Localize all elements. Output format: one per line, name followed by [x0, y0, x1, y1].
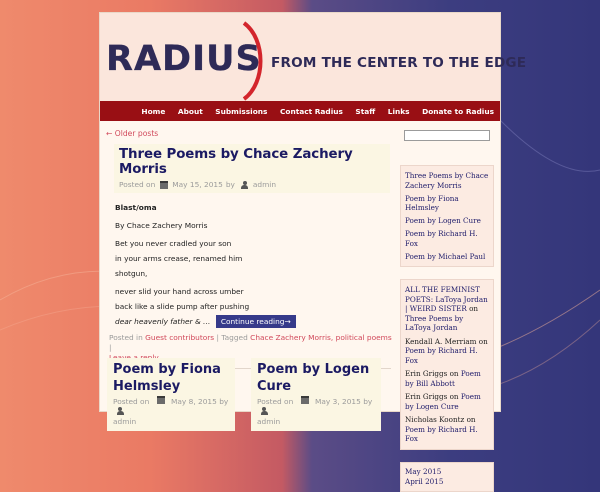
recent-comment — [405, 285, 489, 333]
posted-in-label: Posted in — [109, 333, 143, 342]
on-label: on — [469, 304, 479, 313]
posted-on-label: Posted on — [113, 397, 150, 406]
post-author[interactable]: admin — [113, 417, 137, 426]
poem-line: shotgun, — [115, 269, 148, 278]
tag-link[interactable]: political poems — [335, 333, 392, 342]
comment-post-link[interactable]: Three Poems by LaToya Jordan — [405, 313, 464, 332]
post-title[interactable]: Three Poems by Chace Zachery Morris — [119, 147, 353, 177]
logo-arc — [240, 21, 270, 101]
site-tagline: FROM THE CENTER TO THE EDGE — [271, 55, 527, 71]
post-meta — [119, 180, 385, 189]
post-footer: Posted in Guest contributors | Tagged Chace Zachery Morris, political poems | — [109, 333, 392, 363]
post-author[interactable]: admin — [252, 180, 277, 189]
nav-contact[interactable]: Contact Radius — [279, 106, 343, 116]
category-link[interactable]: Guest contributors — [145, 333, 215, 342]
post-card-header — [251, 358, 381, 431]
recent-comment — [405, 415, 489, 444]
main-nav — [100, 101, 500, 121]
calendar-icon — [301, 396, 309, 404]
recent-post-link[interactable]: Poem by Fiona Helmsley — [405, 193, 459, 212]
post-body — [115, 203, 392, 328]
user-icon — [260, 407, 268, 415]
post-header — [114, 144, 390, 193]
post-date[interactable]: May 8, 2015 — [170, 397, 217, 406]
archives-widget — [400, 462, 494, 492]
recent-post-link[interactable]: Poem by Logen Cure — [405, 216, 481, 225]
page-container — [99, 12, 527, 486]
post-card-meta — [257, 396, 375, 427]
nav-about[interactable]: About — [177, 106, 203, 116]
by-label: by — [225, 180, 235, 189]
comment-post-link[interactable]: Poem by Richard H. Fox — [405, 424, 478, 443]
user-icon — [241, 181, 249, 189]
comment-author: Erin Griggs — [405, 392, 448, 401]
tag-link[interactable]: Chace Zachery Morris, — [250, 333, 334, 342]
archive-link[interactable]: April 2015 — [405, 476, 444, 486]
calendar-icon — [157, 396, 165, 404]
recent-comment — [405, 337, 489, 366]
recent-posts-widget — [400, 165, 494, 267]
calendar-icon — [160, 181, 168, 189]
nav-staff[interactable]: Staff — [355, 106, 376, 116]
user-icon — [116, 407, 124, 415]
main-content — [106, 127, 392, 369]
comment-post-link[interactable]: Poem by Richard H. Fox — [405, 346, 478, 365]
poem-line: back like a slide pump after pushing — [115, 302, 250, 311]
nav-home[interactable]: Home — [141, 106, 166, 116]
post-date[interactable]: May 3, 2015 — [314, 397, 361, 406]
nav-donate[interactable]: Donate to Radius — [422, 106, 494, 116]
post-date[interactable]: May 15, 2015 — [172, 180, 223, 189]
comment-post-link[interactable]: Poem by Bill Abbott — [405, 369, 481, 388]
recent-post-link[interactable]: Three Poems by Chace Zachery Morris — [405, 171, 489, 190]
older-posts-link[interactable]: ← Older posts — [106, 129, 159, 138]
post-card — [107, 358, 235, 431]
post-card-title[interactable]: Poem by Logen Cure — [257, 362, 370, 394]
by-label: by — [363, 397, 373, 406]
on-label: on — [449, 392, 459, 401]
recent-comment — [405, 392, 489, 411]
comment-author-link[interactable]: ALL THE FEMINIST POETS: LaToya Jordan | WEIRD SISTER — [405, 285, 488, 313]
poem-title: Blast/oma — [115, 203, 157, 212]
continue-reading-button[interactable]: Continue reading→ — [216, 315, 296, 328]
post-card-title[interactable]: Poem by Fiona Helmsley — [113, 362, 221, 394]
nav-submissions[interactable]: Submissions — [215, 106, 268, 116]
comment-author: Nicholas Koontz — [405, 415, 465, 424]
archive-link[interactable]: May 2015 — [405, 466, 442, 476]
post-card — [251, 358, 381, 431]
poem-line: never slid your hand across umber — [115, 287, 244, 296]
site-header — [100, 13, 527, 101]
post-grid — [107, 358, 392, 431]
on-label: on — [466, 415, 476, 424]
recent-comments-widget — [400, 279, 494, 450]
comment-author: Erin Griggs — [405, 369, 448, 378]
posted-on-label: Posted on — [257, 397, 294, 406]
post-author[interactable]: admin — [257, 417, 281, 426]
poem-line: Bet you never cradled your son — [115, 239, 232, 248]
on-label: on — [449, 369, 459, 378]
comment-author: Kendall A. Merriam — [405, 336, 477, 346]
poem-excerpt-end — [115, 315, 392, 328]
excerpt-text: dear heavenly father & … — [115, 317, 211, 326]
on-label: on — [478, 336, 488, 346]
comment-post-link[interactable]: Poem by Logen Cure — [405, 392, 481, 411]
by-label: by — [219, 397, 229, 406]
recent-post-link[interactable]: Poem by Michael Paul — [405, 251, 486, 261]
post-card-meta — [113, 396, 229, 427]
recent-post-link[interactable]: Poem by Richard H. Fox — [405, 229, 478, 248]
search-input[interactable] — [404, 130, 490, 141]
poem-line: in your arms crease, renamed him — [115, 254, 243, 263]
poem-byline: By Chace Zachery Morris — [115, 221, 208, 230]
sidebar — [400, 127, 494, 492]
site-logo[interactable]: RADIUS — [106, 39, 262, 79]
posted-on-label: Posted on — [119, 180, 156, 189]
tagged-label: Tagged — [221, 333, 248, 342]
nav-links[interactable]: Links — [387, 106, 410, 116]
recent-comment — [405, 369, 489, 388]
post-card-header — [107, 358, 235, 431]
